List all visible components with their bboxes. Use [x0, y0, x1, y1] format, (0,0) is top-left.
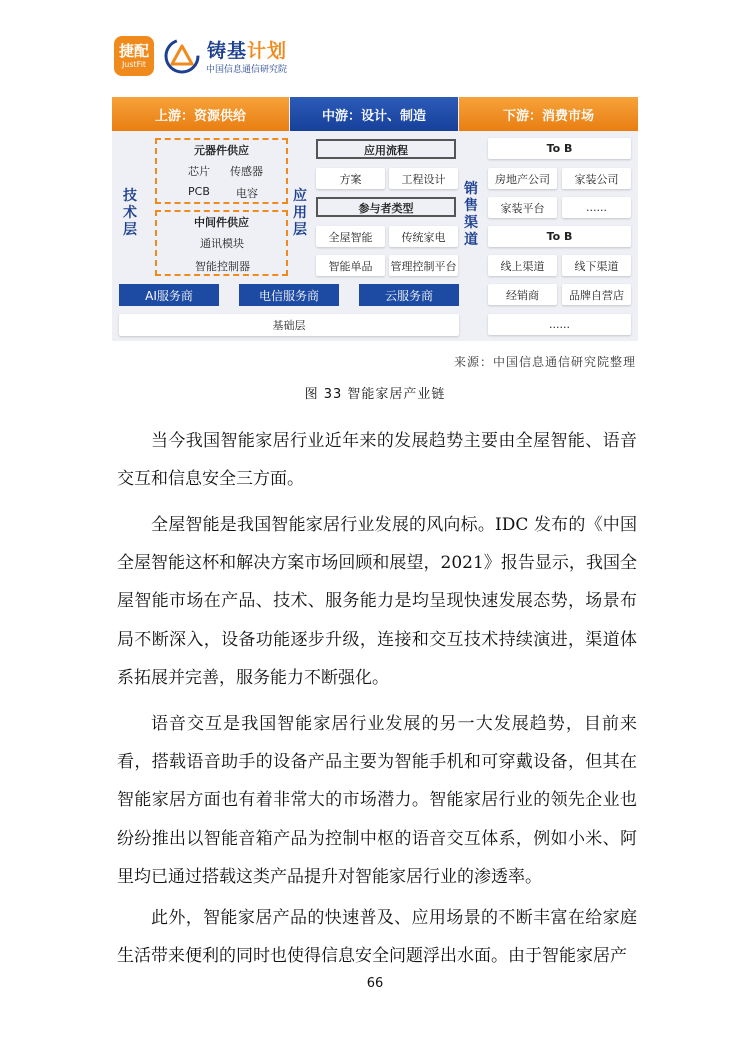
logo-b-title	[207, 36, 287, 63]
decoration-box: 家装公司	[562, 168, 631, 189]
paragraph-3: 语音交互是我国智能家居行业发展的另一大发展趋势，目前来看，搭载语音助手的设备产品主要为智能手机和可穿戴设备，但其在智能家居方面也有着非常大的市场潜力。智能家居行业的领先企业也纷纷推出以智能音箱产品为控制中枢的语音交互体系，例如小米、阿里均已通过搭载这类产品提升对智能家居行业的渗透率。	[117, 714, 637, 887]
telecom-service-bar: 电信服务商	[239, 284, 339, 306]
engineering-design-box: 工程设计	[389, 168, 458, 189]
source-note: 来源：中国信息通信研究院整理	[453, 355, 636, 369]
to-b-box-1: To B	[488, 138, 631, 159]
traditional-appliance-box: 传统家电	[389, 226, 458, 247]
to-b-box-2: To B	[488, 226, 631, 247]
figure-caption: 图 33 智能家居产业链	[304, 387, 446, 402]
caict-triangle-logo-icon	[163, 37, 201, 75]
dots-box-2: ......	[488, 314, 631, 335]
logo-a-subtext: JustFit	[121, 60, 147, 69]
capacitor-label: 电容	[236, 187, 258, 200]
page-number: 66	[366, 976, 384, 991]
control-platform-box: 管理控制平台	[389, 255, 458, 276]
app-flow-title: 应用流程	[364, 144, 408, 157]
industry-chain-diagram	[112, 97, 638, 341]
app-layer-label: 应用层	[293, 188, 307, 238]
ai-service-bar: AI服务商	[119, 284, 219, 306]
components-title: 元器件供应	[194, 144, 249, 157]
justfit-logo	[114, 36, 154, 76]
downstream-header: 下游：消费市场	[459, 97, 638, 131]
middleware-title: 中间件供应	[194, 216, 249, 229]
real-estate-box: 房地产公司	[488, 168, 557, 189]
whole-house-box: 全屋智能	[316, 226, 385, 247]
logo-a-text: 捷配	[118, 42, 149, 60]
participant-types-title: 参与者类型	[358, 202, 414, 215]
pcb-label: PCB	[188, 185, 210, 198]
tech-layer-label: 技术层	[123, 188, 137, 238]
base-layer-box: 基础层	[119, 314, 459, 336]
logo-b-title-part1: 铸基	[207, 40, 248, 62]
paragraph-2: 全屋智能是我国智能家居行业发展的风向标。IDC 发布的《中国全屋智能这杯和解决方案市场回顾和展望，2021》报告显示，我国全屋智能市场在产品、技术、服务能力是均呈现快速发展态势，场景布局不断深入，设备功能逐步升级，连接和交互技术持续演进，渠道体系拓展并完善，服务能力不断强化。	[117, 515, 637, 688]
smart-single-box: 智能单品	[316, 255, 385, 276]
comm-module-label: 通讯模块	[200, 237, 244, 250]
sales-channel-label: 销售渠道	[464, 181, 478, 248]
dots-box-1: ......	[562, 197, 631, 218]
logo-b-subtitle: 中国信息通信研究院	[206, 65, 288, 75]
sensor-label: 传感器	[230, 165, 263, 178]
cloud-service-bar: 云服务商	[359, 284, 459, 306]
home-platform-box: 家装平台	[488, 197, 557, 218]
brand-store-box: 品牌自营店	[562, 284, 631, 305]
upstream-header: 上游：资源供给	[112, 97, 289, 131]
logo-b-title-part2: 计划	[247, 40, 288, 62]
dealer-box: 经销商	[488, 284, 557, 305]
chip-label: 芯片	[188, 165, 210, 178]
smart-controller-label: 智能控制器	[195, 260, 250, 273]
online-channel-box: 线上渠道	[488, 255, 557, 276]
paragraph-4: 此外，智能家居产品的快速普及、应用场景的不断丰富在给家庭生活带来便利的同时也使得信息安全问题浮出水面。由于智能家居产	[117, 908, 637, 967]
midstream-header: 中游：设计、制造	[290, 97, 458, 131]
offline-channel-box: 线下渠道	[562, 255, 631, 276]
paragraph-1: 当今我国智能家居行业近年来的发展趋势主要由全屋智能、语音交互和信息安全三方面。	[117, 431, 637, 490]
plan-box: 方案	[316, 168, 385, 189]
